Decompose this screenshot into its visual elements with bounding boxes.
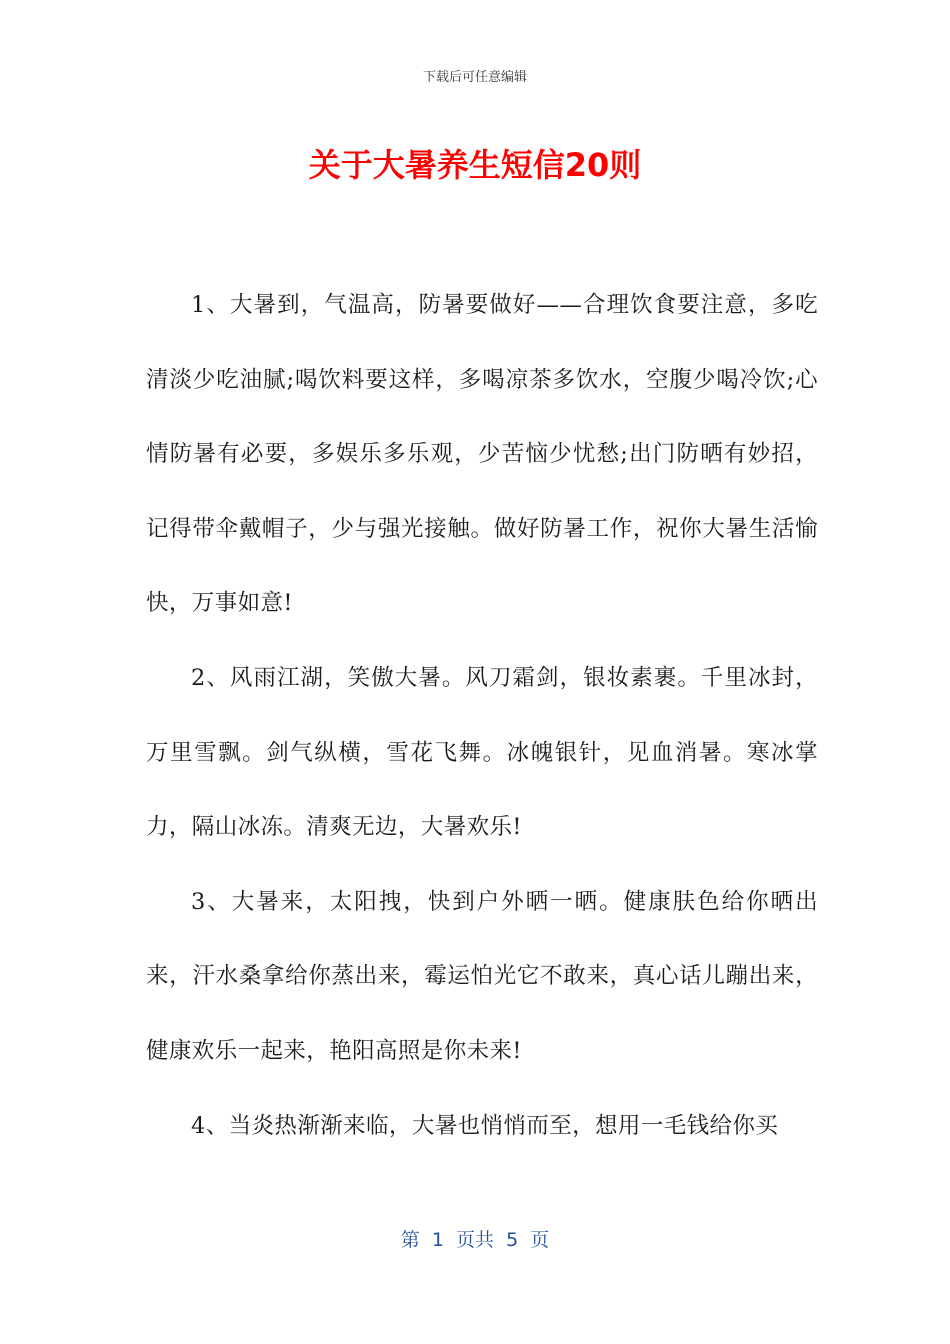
page-number-footer: 第 1 页共 5 页 <box>400 1229 550 1251</box>
paragraph-3: 3、大暑来，太阳拽，快到户外晒一晒。健康肤色给你晒出来，汗水桑拿给你蒸出来，霉运怕光它不敢来，真心话儿蹦出来，健康欢乐一起来，艳阳高照是你未来! <box>146 888 818 1064</box>
paragraph-1: 1、大暑到，气温高，防暑要做好——合理饮食要注意，多吃清淡少吃油腻;喝饮料要这样，多喝凉茶多饮水，空腹少喝冷饮;心情防暑有必要，多娱乐多乐观，少苦恼少忧愁;出门防晒有妙招，记得带伞戴帽子，少与强光接触。做好防暑工作，祝你大暑生活愉快，万事如意! <box>146 292 818 617</box>
document-body <box>146 268 818 1163</box>
document-title: 关于大暑养生短信20则 <box>308 146 642 184</box>
header-note: 下载后可任意编辑 <box>422 70 527 85</box>
paragraph-4: 4、当炎热渐渐来临，大暑也悄悄而至，想用一毛钱给你买 <box>191 1112 779 1139</box>
paragraph-2: 2、风雨江湖，笑傲大暑。风刀霜剑，银妆素裹。千里冰封，万里雪飘。剑气纵横，雪花飞舞。冰魄银针，见血消暑。寒冰掌力，隔山冰冻。清爽无边，大暑欢乐! <box>146 664 818 841</box>
